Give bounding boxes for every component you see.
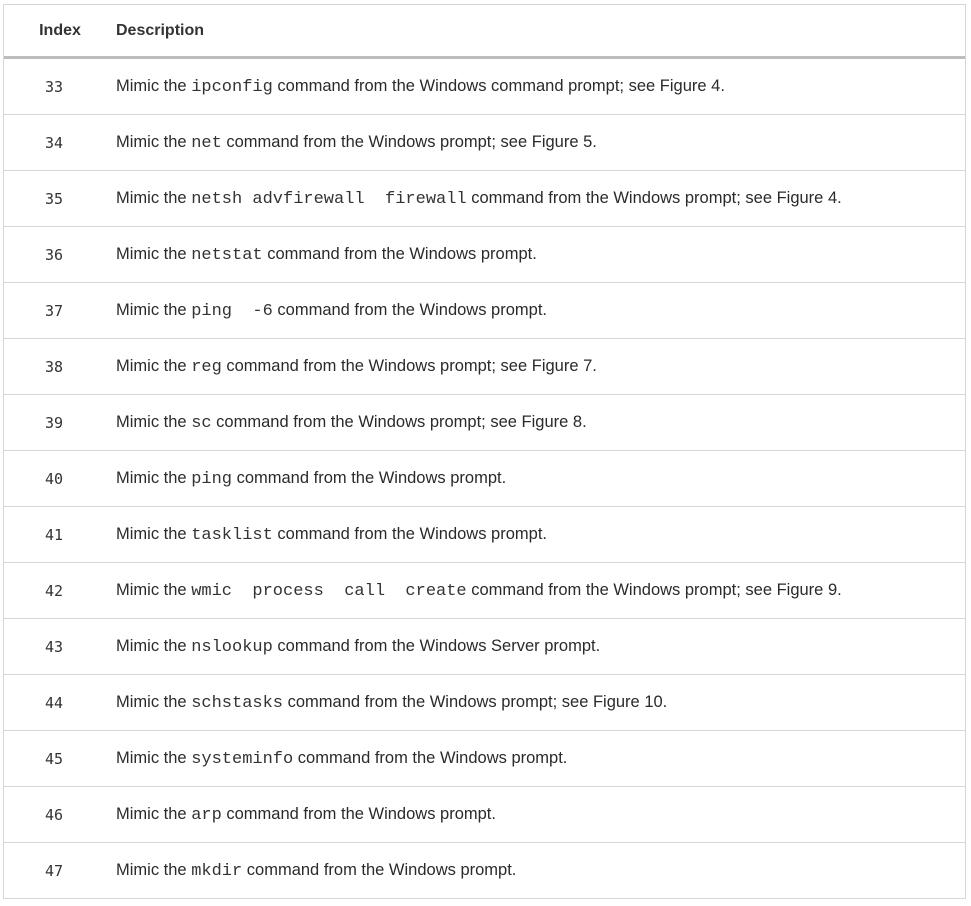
row-index: 45: [44, 749, 64, 768]
description-suffix: command from the Windows prompt; see Figure 9.: [466, 580, 842, 599]
command-code: netstat: [191, 245, 263, 265]
description-suffix: command from the Windows prompt; see Figure 7.: [221, 356, 597, 375]
description-suffix: command from the Windows prompt.: [293, 748, 568, 767]
command-code: net: [191, 133, 222, 153]
description-suffix: command from the Windows prompt; see Figure 10.: [283, 692, 668, 711]
table-row: [4, 59, 965, 115]
table-row: [4, 731, 965, 787]
description-suffix: command from the Windows Server prompt.: [272, 636, 601, 655]
table-header: [4, 5, 965, 59]
table-row: [4, 395, 965, 451]
table-row: [4, 171, 965, 227]
command-code: ping -6: [191, 301, 273, 321]
table-body: [4, 59, 965, 899]
table-row: [4, 843, 965, 899]
description-suffix: command from the Windows prompt.: [272, 524, 547, 543]
table-row: [4, 227, 965, 283]
table-row: [4, 787, 965, 843]
description-suffix: command from the Windows prompt; see Figure 5.: [221, 132, 597, 151]
table-row: [4, 283, 965, 339]
row-description: [104, 749, 567, 769]
row-index: 44: [44, 693, 64, 712]
row-index: 39: [44, 413, 64, 432]
command-code: mkdir: [191, 861, 243, 881]
command-code: netsh advfirewall firewall: [191, 189, 467, 209]
description-suffix: command from the Windows prompt.: [242, 860, 517, 879]
row-description: [104, 581, 842, 601]
description-prefix: Mimic the: [116, 524, 192, 543]
description-prefix: Mimic the: [116, 412, 192, 431]
row-index: 42: [44, 581, 64, 600]
header-description: Description: [116, 21, 205, 39]
description-suffix: command from the Windows prompt.: [272, 300, 547, 319]
description-prefix: Mimic the: [116, 860, 192, 879]
description-prefix: Mimic the: [116, 636, 192, 655]
description-prefix: Mimic the: [116, 356, 192, 375]
command-code: tasklist: [191, 525, 273, 545]
row-index: 41: [44, 525, 64, 544]
description-prefix: Mimic the: [116, 692, 192, 711]
row-index: 40: [44, 469, 64, 488]
row-description: [104, 413, 587, 433]
description-suffix: command from the Windows prompt.: [221, 804, 496, 823]
table-row: [4, 675, 965, 731]
row-index: 35: [44, 189, 64, 208]
row-index: 34: [44, 133, 64, 152]
description-suffix: command from the Windows command prompt; see Figure 4.: [272, 76, 725, 95]
row-index: 43: [44, 637, 64, 656]
command-code: schstasks: [191, 693, 284, 713]
row-description: [104, 77, 725, 97]
row-index: 38: [44, 357, 64, 376]
description-prefix: Mimic the: [116, 804, 192, 823]
row-index: 36: [44, 245, 64, 264]
description-prefix: Mimic the: [116, 580, 192, 599]
command-code: reg: [191, 357, 222, 377]
description-prefix: Mimic the: [116, 244, 192, 263]
description-prefix: Mimic the: [116, 748, 192, 767]
row-description: [104, 189, 842, 209]
description-prefix: Mimic the: [116, 300, 192, 319]
row-description: [104, 357, 597, 377]
commands-table: [3, 4, 966, 899]
row-description: [104, 469, 506, 489]
table-row: [4, 563, 965, 619]
command-code: arp: [191, 805, 222, 825]
description-prefix: Mimic the: [116, 76, 192, 95]
description-prefix: Mimic the: [116, 132, 192, 151]
row-description: [104, 861, 516, 881]
description-prefix: Mimic the: [116, 188, 192, 207]
row-index: 33: [44, 77, 64, 96]
command-code: ipconfig: [191, 77, 273, 97]
row-index: 46: [44, 805, 64, 824]
table-row: [4, 507, 965, 563]
row-description: [104, 693, 667, 713]
row-description: [104, 525, 547, 545]
row-description: [104, 301, 547, 321]
description-suffix: command from the Windows prompt.: [262, 244, 537, 263]
command-code: ping: [191, 469, 232, 489]
description-suffix: command from the Windows prompt; see Figure 4.: [466, 188, 842, 207]
table-row: [4, 339, 965, 395]
row-index: 37: [44, 301, 64, 320]
command-code: sc: [191, 413, 212, 433]
description-prefix: Mimic the: [116, 468, 192, 487]
command-code: nslookup: [191, 637, 273, 657]
row-description: [104, 637, 600, 657]
header-index: Index: [39, 21, 81, 39]
table-row: [4, 115, 965, 171]
table-row: [4, 619, 965, 675]
command-code: systeminfo: [191, 749, 294, 769]
row-description: [104, 805, 496, 825]
command-code: wmic process call create: [191, 581, 467, 601]
row-description: [104, 245, 537, 265]
description-suffix: command from the Windows prompt.: [232, 468, 507, 487]
description-suffix: command from the Windows prompt; see Figure 8.: [211, 412, 587, 431]
row-description: [104, 133, 597, 153]
row-index: 47: [44, 861, 64, 880]
table-row: [4, 451, 965, 507]
